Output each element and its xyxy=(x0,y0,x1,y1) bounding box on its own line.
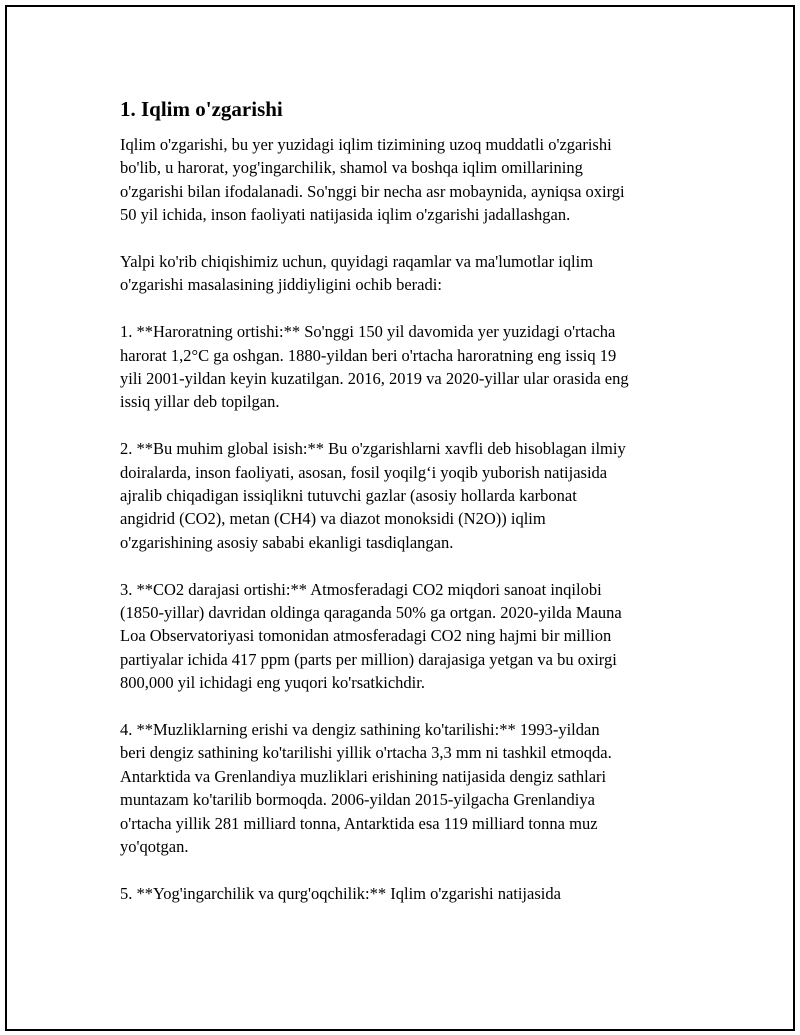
paragraph-overview: Yalpi ko'rib chiqishimiz uchun, quyidagi raqamlar va ma'lumotlar iqlim o'zgarishi masalasining jiddiyligini ochib beradi: xyxy=(120,252,594,295)
section-title: 1. Iqlim o'zgarishi xyxy=(120,97,283,121)
document-content xyxy=(120,95,700,929)
paragraph-precipitation-drought: 5. **Yog'ingarchilik va qurg'oqchilik:** Iqlim o'zgarishi natijasida xyxy=(120,883,561,903)
paragraph-intro: Iqlim o'zgarishi, bu yer yuzidagi iqlim tizimining uzoq muddatli o'zgarishi bo'lib, u harorat, yog'ingarchilik, shamol va boshqa iqlim omillarining o'zgarishi bilan ifodalanadi. So'nggi bir necha asr mobaynida, ayniqsa oxirgi 50 yil ichida, inson faoliyati natijasida iqlim o'zgarishi jadallashgan. xyxy=(120,135,625,225)
paragraph-temperature: 1. **Haroratning ortishi:** So'nggi 150 yil davomida yer yuzidagi o'rtacha harorat 1,2°C ga oshgan. 1880-yildan beri o'rtacha haroratning eng issiq 19 yili 2001-yildan keyin kuzatilgan. 2016, 2019 va 2020-yillar ular orasida eng issiq yillar deb topilgan. xyxy=(120,322,629,412)
document-page xyxy=(5,5,795,1031)
paragraph-co2: 3. **CO2 darajasi ortishi:** Atmosferadagi CO2 miqdori sanoat inqilobi (1850-yillar) davridan oldinga qaraganda 50% ga ortgan. 2020-yilda Mauna Loa Observatoriyasi tomonidan atmosferadagi CO2 ning hajmi bir million partiyalar ichida 417 ppm (parts per million) darajasiga yetgan va bu oxirgi 800,000 yil ichidagi eng yuqori ko'rsatkichdir. xyxy=(120,579,622,693)
paragraph-glaciers-sea-level: 4. **Muzliklarning erishi va dengiz sathining ko'tarilishi:** 1993-yildan beri dengiz sathining ko'tarilishi yillik o'rtacha 3,3 mm ni tashkil etmoqda. Antarktida va Grenlandiya muzliklari erishining natijasida dengiz sathlari muntazam ko'tarilib bormoqda. 2006-yildan 2015-yilgacha Grenlandiya o'rtacha yillik 281 milliard tonna, Antarktida esa 119 milliard tonna muz yo'qotgan. xyxy=(120,720,612,857)
paragraph-global-warming: 2. **Bu muhim global isish:** Bu o'zgarishlarni xavfli deb hisoblagan ilmiy doiralarda, inson faoliyati, asosan, fosil yoqilg‘i yoqib yuborish natijasida ajralib chiqadigan issiqlikni tutuvchi gazlar (asosiy hollarda karbonat angidrid (CO2), metan (CH4) va diazot monoksidi (N2O)) iqlim o'zgarishining asosiy sababi ekanligi tasdiqlangan. xyxy=(120,439,626,552)
